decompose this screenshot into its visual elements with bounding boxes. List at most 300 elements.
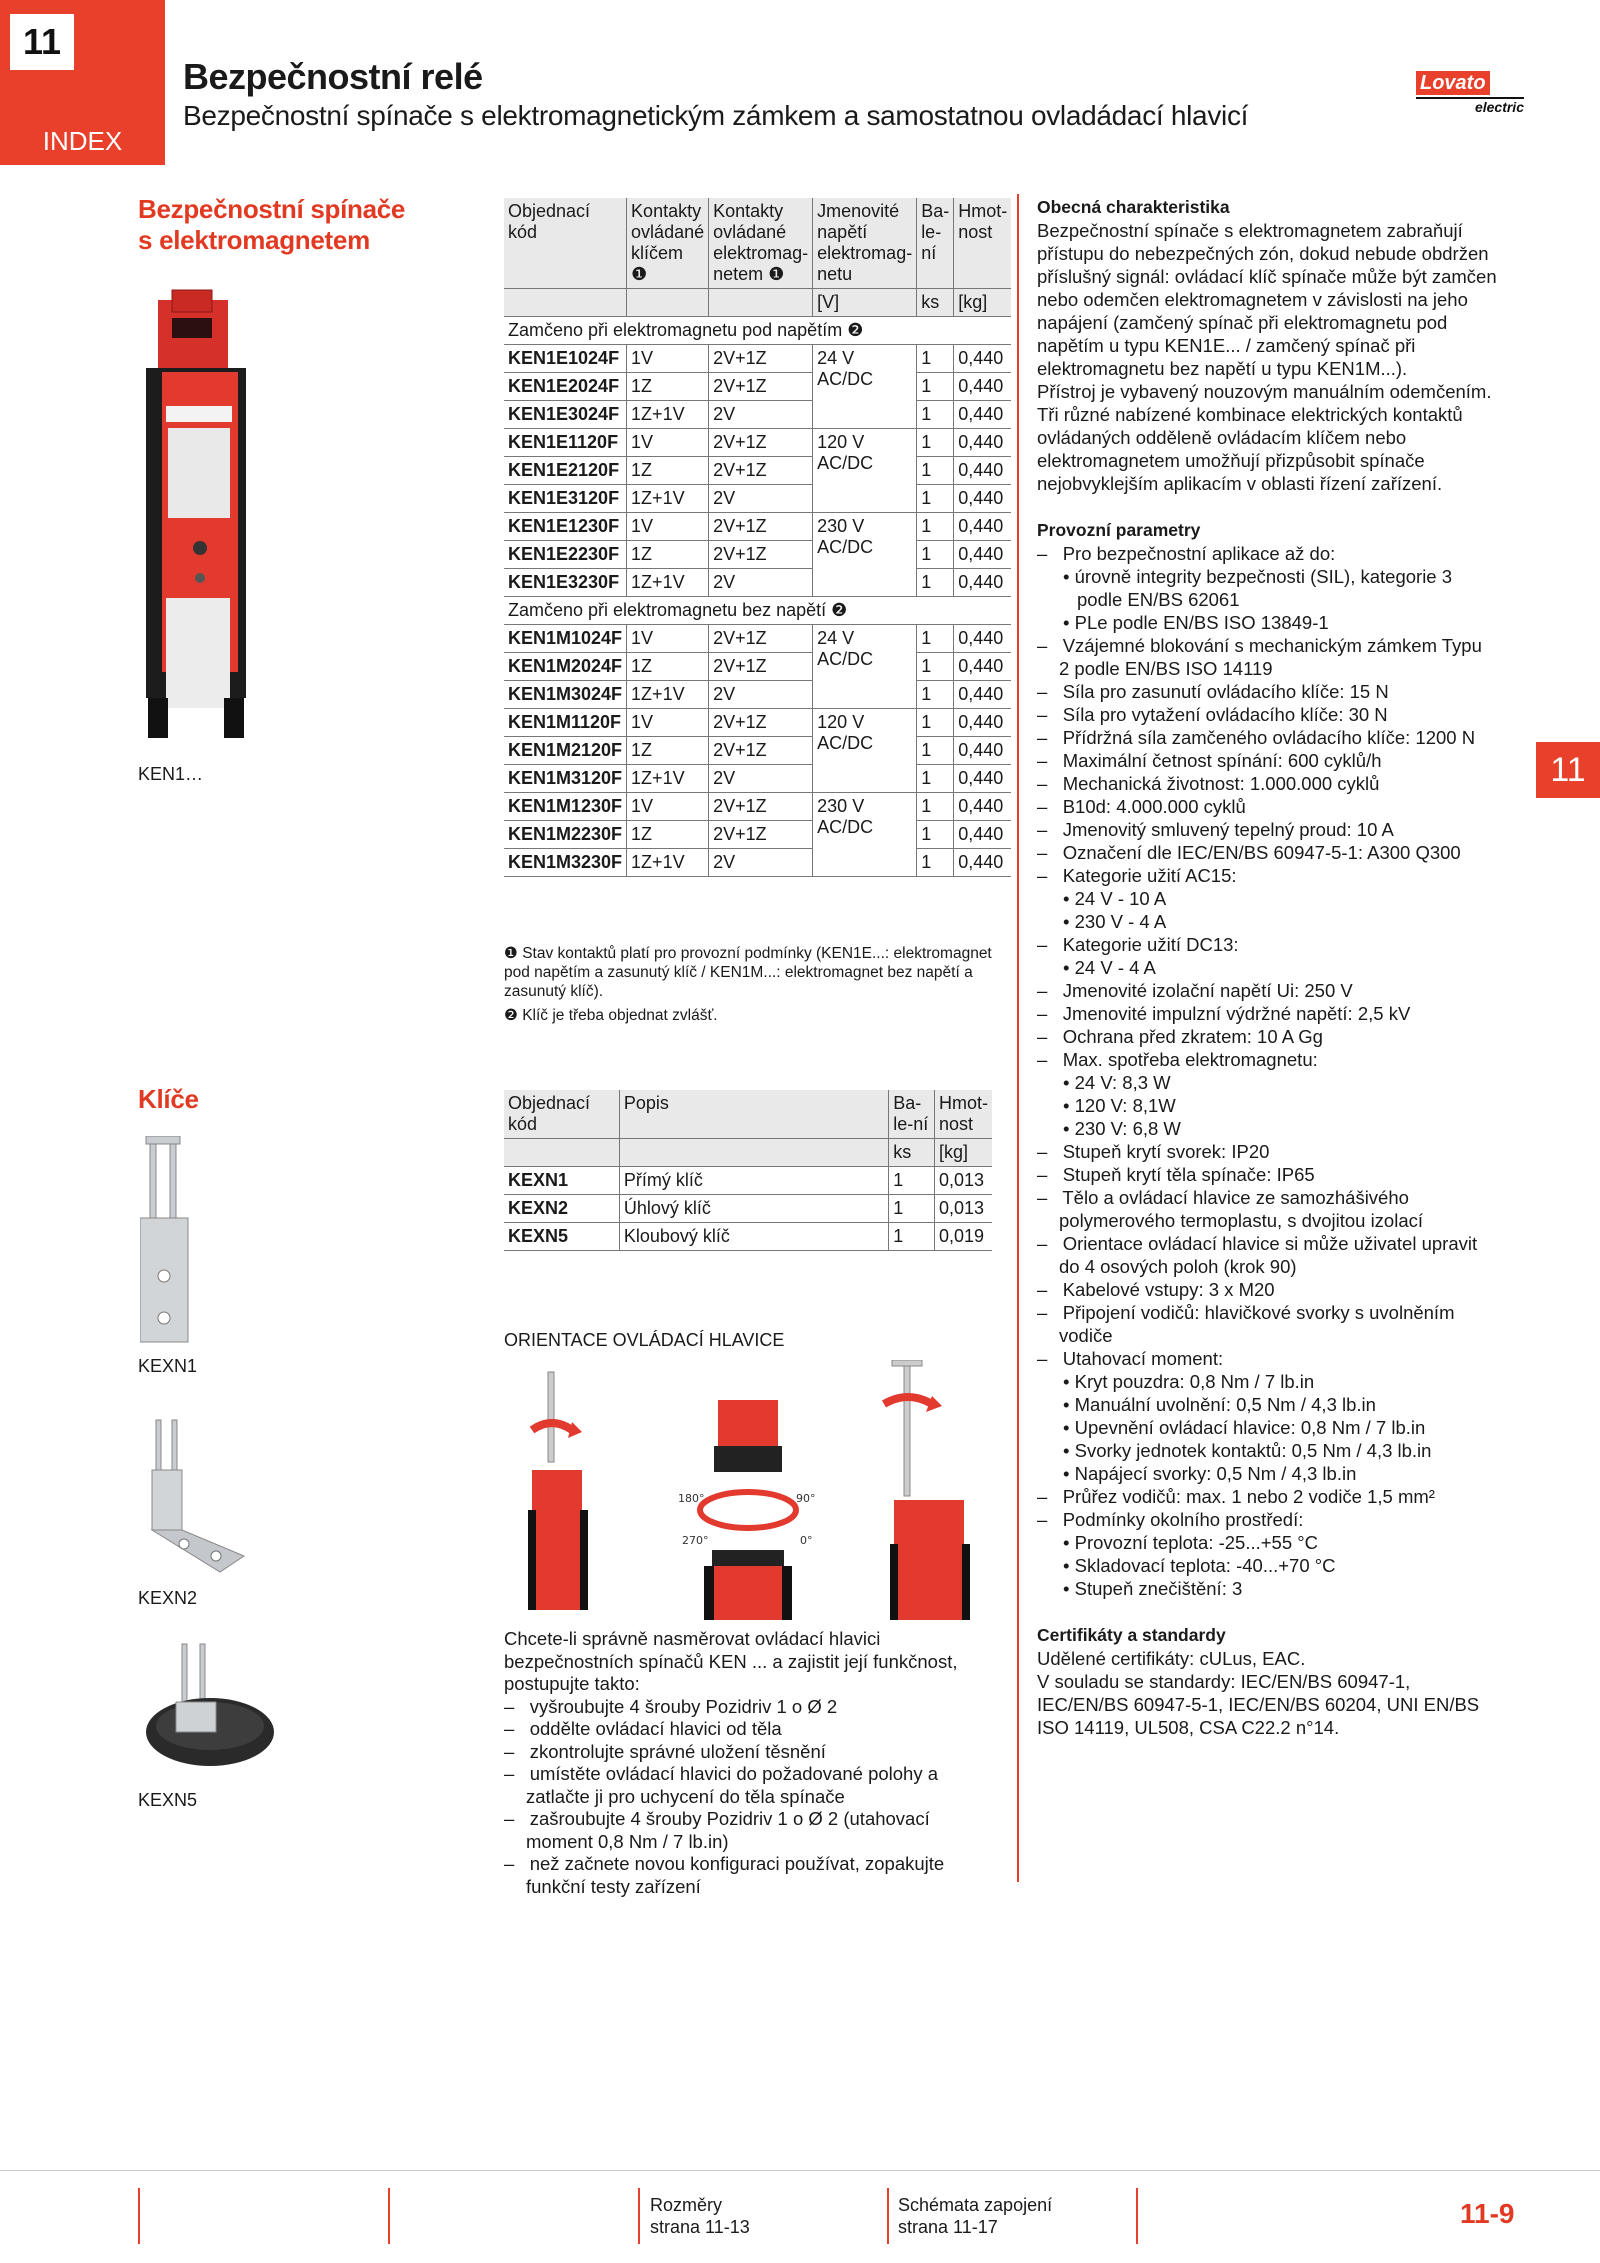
param-item: – Jmenovité izolační napětí Ui: 250 V — [1037, 980, 1353, 1001]
table-cell: 0,440 — [954, 653, 1012, 681]
param-text: Upevnění ovládací hlavice: 0,8 Nm / 7 lb.in — [1074, 1417, 1426, 1438]
table-voltage-cell: 230 V AC/DC — [813, 793, 917, 877]
param-item: – Vzájemné blokování s mechanickým zámkem Typu 2 podle EN/BS ISO 14119 — [1037, 635, 1482, 679]
table-cell: 2V+1Z — [709, 429, 813, 457]
param-text: Kategorie užití DC13: — [1062, 934, 1239, 955]
param-item: – Přídržná síla zamčeného ovládacího klíče: 1200 N — [1037, 727, 1476, 748]
table-cell: 1Z — [627, 373, 709, 401]
table-row — [504, 653, 1011, 681]
param-text: Maximální četnost spínání: 600 cyklů/h — [1062, 750, 1382, 771]
switches-heading-line1: Bezpečnostní spínače — [138, 194, 406, 224]
param-text: 230 V - 4 A — [1074, 911, 1167, 932]
orientation-step: – zašroubujte 4 šrouby Pozidriv 1 o Ø 2 (utahovací moment 0,8 Nm / 7 lb.in) — [504, 1808, 930, 1852]
param-item: – Stupeň krytí svorek: IP20 — [1037, 1141, 1270, 1162]
cert-p1: Udělené certifikáty: cULus, EAC. — [1037, 1648, 1306, 1669]
lovato-logo — [1416, 72, 1524, 115]
table-code-cell: KEN1E1120F — [504, 429, 627, 457]
table-cell: 1V — [627, 345, 709, 373]
param-text: Kategorie užití AC15: — [1062, 865, 1237, 886]
table-cell: 1V — [627, 793, 709, 821]
orientation-step-text: umístěte ovládací hlavici do požadované polohy a zatlačte ji pro uchycení do těla spínače — [526, 1763, 939, 1807]
param-text: Pro bezpečnostní aplikace až do: — [1062, 543, 1336, 564]
general-p3: Tři různé nabízené kombinace elektrických kontaktů ovládaných odděleně ovládacím klíčem nebo elektromagnetem umožňují přizpůsobit spínače nejobvyklejším aplikacím v oblasti řízení zařízení. — [1037, 404, 1463, 494]
table-row — [504, 793, 1011, 821]
params-list — [1037, 542, 1497, 1600]
table-cell: 2V+1Z — [709, 821, 813, 849]
table-header-cell: Popis — [619, 1090, 888, 1139]
orientation-steps — [504, 1696, 994, 1899]
general-p1: Bezpečnostní spínače s elektromagnetem zabraňují přístupu do nebezpečných zón, dokud nebude obdržen příslušný signál: ovládací klíč spínače může být zamčen nebo odemčen elektromagnetem v závislosti na jeho napájení (zamčený spínač při elektromagnetu pod napětím u typu KEN1E... / zamčený spínač při elektromagnetu bez napětí u typu KEN1M...). — [1037, 220, 1497, 379]
param-subitem: • PLe podle EN/BS ISO 13849-1 — [1063, 612, 1329, 633]
table-code-cell: KEN1M2120F — [504, 737, 627, 765]
table-cell: 1 — [917, 793, 954, 821]
table-cell: 1 — [917, 821, 954, 849]
table-cell: 0,440 — [954, 625, 1012, 653]
param-text: Provozní teplota: -25...+55 °C — [1074, 1532, 1319, 1553]
table-unit-cell: ks — [917, 289, 954, 317]
table-header-cell: Objednací kód — [504, 1090, 619, 1139]
footer-divider — [138, 2188, 140, 2244]
param-text: Mechanická životnost: 1.000.000 cyklů — [1062, 773, 1380, 794]
table-cell: 0,440 — [954, 373, 1012, 401]
footer-dims-link[interactable] — [650, 2194, 750, 2238]
table-unit-cell: [V] — [813, 289, 917, 317]
page-subtitle: Bezpečnostní spínače s elektromagnetickým zámkem a samostatnou ovladádací hlavicí — [183, 100, 1249, 131]
table-cell: 0,440 — [954, 541, 1012, 569]
table-cell: 1V — [627, 709, 709, 737]
table-cell: 1Z+1V — [627, 765, 709, 793]
table-header-cell: Hmot-nost — [934, 1090, 992, 1139]
param-subitem: • 24 V: 8,3 W — [1063, 1072, 1171, 1093]
param-subitem: • Svorky jednotek kontaktů: 0,5 Nm / 4,3 lb.in — [1063, 1440, 1432, 1461]
table-code-cell: KEXN5 — [504, 1223, 619, 1251]
table-cell: 1Z — [627, 821, 709, 849]
param-subitem: • Provozní teplota: -25...+55 °C — [1063, 1532, 1319, 1553]
param-text: Stupeň znečištění: 3 — [1074, 1578, 1243, 1599]
general-p2: Přístroj je vybavený nouzovým manuálním odemčením. — [1037, 381, 1492, 402]
param-item: – Síla pro vytažení ovládacího klíče: 30 N — [1037, 704, 1388, 725]
param-subitem: • Manuální uvolnění: 0,5 Nm / 4,3 lb.in — [1063, 1394, 1376, 1415]
param-item: – Stupeň krytí těla spínače: IP65 — [1037, 1164, 1315, 1185]
table-cell: 1 — [917, 401, 954, 429]
orientation-step: – vyšroubujte 4 šrouby Pozidriv 1 o Ø 2 — [504, 1695, 838, 1717]
table-cell: 1 — [889, 1167, 935, 1195]
table-header-cell: Ba-le-ní — [917, 198, 954, 289]
table-cell: 1 — [917, 653, 954, 681]
orientation-step-text: zkontrolujte správné uložení těsnění — [529, 1740, 826, 1762]
table-code-cell: KEN1M3120F — [504, 765, 627, 793]
table-code-cell: KEN1E2024F — [504, 373, 627, 401]
table-cell: 1 — [917, 373, 954, 401]
param-item: – Utahovací moment: — [1037, 1348, 1224, 1369]
table-cell: 0,019 — [934, 1223, 992, 1251]
table-row — [504, 569, 1011, 597]
param-text: úrovně integrity bezpečnosti (SIL), kategorie 3 podle EN/BS 62061 — [1074, 566, 1453, 610]
table-row — [504, 541, 1011, 569]
table-row — [504, 849, 1011, 877]
switch-order-table — [504, 198, 1011, 877]
param-subitem: • Stupeň znečištění: 3 — [1063, 1578, 1243, 1599]
orientation-illustration — [528, 1360, 998, 1620]
table-header-row — [504, 198, 1011, 289]
table-cell: 2V+1Z — [709, 513, 813, 541]
table-unit-cell — [504, 289, 627, 317]
table-row — [504, 457, 1011, 485]
param-text: Orientace ovládací hlavice si může uživatel upravit do 4 osových poloh (krok 90) — [1059, 1233, 1478, 1277]
table-row — [504, 625, 1011, 653]
table-cell: 1Z — [627, 541, 709, 569]
table-cell: 0,440 — [954, 849, 1012, 877]
ken1-label: KEN1… — [138, 764, 204, 784]
table-cell: 1V — [627, 429, 709, 457]
table-cell: 1 — [917, 513, 954, 541]
table-code-cell: KEN1E2230F — [504, 541, 627, 569]
param-text: Jmenovitý smluvený tepelný proud: 10 A — [1062, 819, 1394, 840]
page-number: 11-9 — [1460, 2198, 1515, 2229]
table-row — [504, 1195, 992, 1223]
table-code-cell: KEN1E3024F — [504, 401, 627, 429]
table-cell: 1 — [917, 569, 954, 597]
table-cell: 0,440 — [954, 429, 1012, 457]
orientation-step: – umístěte ovládací hlavici do požadované polohy a zatlačte ji pro uchycení do těla spínače — [504, 1763, 939, 1807]
ken1-switch-image — [140, 288, 260, 748]
table-unit-row — [504, 1139, 992, 1167]
table-cell: 1 — [917, 429, 954, 457]
table-code-cell: KEXN2 — [504, 1195, 619, 1223]
param-subitem: • 230 V - 4 A — [1063, 911, 1167, 932]
table-voltage-cell: 120 V AC/DC — [813, 709, 917, 793]
table-voltage-cell: 230 V AC/DC — [813, 513, 917, 597]
table-cell: 2V+1Z — [709, 625, 813, 653]
table-cell: 1Z — [627, 457, 709, 485]
param-text: Svorky jednotek kontaktů: 0,5 Nm / 4,3 lb.in — [1074, 1440, 1432, 1461]
param-item: – Ochrana před zkratem: 10 A Gg — [1037, 1026, 1323, 1047]
table-cell: 0,440 — [954, 485, 1012, 513]
switch-order-table-body — [504, 198, 1011, 877]
table-cell: 0,440 — [954, 821, 1012, 849]
table-unit-cell: [kg] — [934, 1139, 992, 1167]
footer-dims-label: Rozměry — [650, 2195, 723, 2215]
kexn2-label: KEXN2 — [138, 1588, 198, 1608]
param-text: B10d: 4.000.000 cyklů — [1062, 796, 1246, 817]
table-cell: Úhlový klíč — [619, 1195, 888, 1223]
param-subitem: • Kryt pouzdra: 0,8 Nm / 7 lb.in — [1063, 1371, 1315, 1392]
table-unit-cell — [627, 289, 709, 317]
param-subitem: • Skladovací teplota: -40...+70 °C — [1063, 1555, 1336, 1576]
table-cell: 2V — [709, 485, 813, 513]
table-code-cell: KEN1E2120F — [504, 457, 627, 485]
param-text: Manuální uvolnění: 0,5 Nm / 4,3 lb.in — [1074, 1394, 1376, 1415]
param-text: Vzájemné blokování s mechanickým zámkem Typu 2 podle EN/BS ISO 14119 — [1059, 635, 1482, 679]
orientation-step: – zkontrolujte správné uložení těsnění — [504, 1740, 826, 1762]
footer-divider — [638, 2188, 640, 2244]
param-item: – Maximální četnost spínání: 600 cyklů/h — [1037, 750, 1382, 771]
param-text: Přídržná síla zamčeného ovládacího klíče: 1200 N — [1062, 727, 1476, 748]
param-item: – Mechanická životnost: 1.000.000 cyklů — [1037, 773, 1380, 794]
param-item: – Jmenovité impulzní výdržné napětí: 2,5 kV — [1037, 1003, 1411, 1024]
param-text: Síla pro zasunutí ovládacího klíče: 15 N — [1062, 681, 1389, 702]
index-link[interactable]: INDEX — [42, 126, 123, 156]
param-text: Utahovací moment: — [1062, 1348, 1224, 1369]
param-item: – Tělo a ovládací hlavice ze samozhášivého polymerového termoplastu, s dvojitou izolací — [1037, 1187, 1424, 1231]
kexn5-image — [140, 1642, 275, 1782]
table-section-label: Zamčeno při elektromagnetu pod napětím ❷ — [504, 317, 1011, 345]
param-item: – Síla pro zasunutí ovládacího klíče: 15 N — [1037, 681, 1389, 702]
table-cell: 1 — [917, 625, 954, 653]
param-text: Jmenovité impulzní výdržné napětí: 2,5 kV — [1062, 1003, 1411, 1024]
table-cell: 2V — [709, 401, 813, 429]
param-text: Stupeň krytí těla spínače: IP65 — [1062, 1164, 1315, 1185]
chapter-number: 11 — [10, 14, 74, 70]
param-item: – Kabelové vstupy: 3 x M20 — [1037, 1279, 1275, 1300]
params-heading: Provozní parametry — [1037, 520, 1201, 540]
table-code-cell: KEN1M3024F — [504, 681, 627, 709]
param-item: – Orientace ovládací hlavice si může uživatel upravit do 4 osových poloh (krok 90) — [1037, 1233, 1478, 1277]
table-cell: 0,440 — [954, 457, 1012, 485]
table-row — [504, 737, 1011, 765]
orientation-step-text: vyšroubujte 4 šrouby Pozidriv 1 o Ø 2 — [529, 1695, 838, 1717]
footer-wiring-page: strana 11-17 — [898, 2217, 998, 2237]
table-section-label: Zamčeno při elektromagnetu bez napětí ❷ — [504, 597, 1011, 625]
table-cell: 0,440 — [954, 737, 1012, 765]
table-cell: 1 — [889, 1195, 935, 1223]
param-text: Připojení vodičů: hlavičkové svorky s uvolněním vodiče — [1059, 1302, 1455, 1346]
table-cell: 0,013 — [934, 1167, 992, 1195]
param-item: – Max. spotřeba elektromagnetu: — [1037, 1049, 1318, 1070]
param-item: – Podmínky okolního prostředí: — [1037, 1509, 1304, 1530]
table-code-cell: KEN1E1230F — [504, 513, 627, 541]
param-text: Podmínky okolního prostředí: — [1062, 1509, 1304, 1530]
table-cell: 0,440 — [954, 793, 1012, 821]
logo-brand: Lovato — [1416, 71, 1490, 95]
table-unit-cell — [619, 1139, 888, 1167]
table-code-cell: KEN1M2024F — [504, 653, 627, 681]
param-text: 24 V - 10 A — [1074, 888, 1167, 909]
keys-heading: Klíče — [138, 1084, 199, 1114]
table-cell: 2V — [709, 569, 813, 597]
table-cell: 1 — [917, 709, 954, 737]
table-cell: 0,440 — [954, 765, 1012, 793]
param-subitem: • Napájecí svorky: 0,5 Nm / 4,3 lb.in — [1063, 1463, 1357, 1484]
table-cell: 2V+1Z — [709, 793, 813, 821]
table-code-cell: KEN1E3230F — [504, 569, 627, 597]
orientation-step-text: než začnete novou konfiguraci používat, zopakujte funkční testy zařízení — [526, 1853, 945, 1897]
table-cell: 0,440 — [954, 513, 1012, 541]
table-row — [504, 485, 1011, 513]
param-item: – Pro bezpečnostní aplikace až do: — [1037, 543, 1336, 564]
param-subitem: • 120 V: 8,1W — [1063, 1095, 1176, 1116]
footer-wiring-link[interactable] — [898, 2194, 1052, 2238]
param-text: Tělo a ovládací hlavice ze samozhášivého polymerového termoplastu, s dvojitou izolací — [1059, 1187, 1424, 1231]
table-code-cell: KEN1M2230F — [504, 821, 627, 849]
table-cell: 1 — [917, 485, 954, 513]
table-cell: 2V+1Z — [709, 737, 813, 765]
table-header-cell: Kontakty ovládané elektromag-netem ❶ — [709, 198, 813, 289]
param-text: Označení dle IEC/EN/BS 60947-5-1: A300 Q300 — [1062, 842, 1461, 863]
table-row — [504, 821, 1011, 849]
param-item: – Jmenovitý smluvený tepelný proud: 10 A — [1037, 819, 1394, 840]
table-row — [504, 373, 1011, 401]
footer-divider — [1136, 2188, 1138, 2244]
table-cell: 2V+1Z — [709, 653, 813, 681]
cert-heading: Certifikáty a standardy — [1037, 1625, 1226, 1645]
table-voltage-cell: 24 V AC/DC — [813, 345, 917, 429]
table-voltage-cell: 24 V AC/DC — [813, 625, 917, 709]
table-cell: 2V+1Z — [709, 709, 813, 737]
table-header-cell: Hmot-nost — [954, 198, 1012, 289]
param-text: Průřez vodičů: max. 1 nebo 2 vodiče 1,5 mm² — [1062, 1486, 1435, 1507]
table-cell: 2V+1Z — [709, 457, 813, 485]
table-unit-cell — [504, 1139, 619, 1167]
table-voltage-cell: 120 V AC/DC — [813, 429, 917, 513]
keys-order-table — [504, 1090, 992, 1251]
table-row — [504, 513, 1011, 541]
table-cell: 0,440 — [954, 401, 1012, 429]
param-text: 230 V: 6,8 W — [1074, 1118, 1181, 1139]
table-code-cell: KEN1E1024F — [504, 345, 627, 373]
kexn5-label: KEXN5 — [138, 1790, 198, 1810]
table1-note1: ❶ Stav kontaktů platí pro provozní podmínky (KEN1E...: elektromagnet pod napětím a zasunutý klíč / KEN1M...: elektromagnet bez napětí a zasunutý klíč). — [504, 945, 992, 1000]
param-text: Max. spotřeba elektromagnetu: — [1062, 1049, 1318, 1070]
orientation-step-text: oddělte ovládací hlavici od těla — [529, 1718, 782, 1739]
param-text: 24 V - 4 A — [1074, 957, 1156, 978]
table-cell: 1 — [889, 1223, 935, 1251]
general-heading: Obecná charakteristika — [1037, 197, 1230, 217]
angle-90: 90° — [796, 1492, 816, 1505]
table-cell: 1 — [917, 765, 954, 793]
table-cell: 1 — [917, 345, 954, 373]
table-cell: 1Z+1V — [627, 569, 709, 597]
param-item: – Kategorie užití AC15: — [1037, 865, 1237, 886]
param-text: Skladovací teplota: -40...+70 °C — [1074, 1555, 1336, 1576]
table-code-cell: KEN1M3230F — [504, 849, 627, 877]
table-unit-cell — [709, 289, 813, 317]
table-cell: 1 — [917, 849, 954, 877]
table-row — [504, 401, 1011, 429]
orientation-step-text: zašroubujte 4 šrouby Pozidriv 1 o Ø 2 (utahovací moment 0,8 Nm / 7 lb.in) — [526, 1808, 930, 1852]
chapter-side-tab[interactable]: 11 — [1536, 742, 1600, 798]
orientation-step: – než začnete novou konfiguraci používat, zopakujte funkční testy zařízení — [504, 1853, 945, 1897]
footer-wiring-label: Schémata zapojení — [898, 2195, 1053, 2215]
param-text: PLe podle EN/BS ISO 13849-1 — [1074, 612, 1329, 633]
table-code-cell: KEN1M1024F — [504, 625, 627, 653]
table-header-cell: Kontakty ovládané klíčem ❶ — [627, 198, 709, 289]
table-unit-row — [504, 289, 1011, 317]
param-subitem: • 24 V - 10 A — [1063, 888, 1167, 909]
angle-0: 0° — [800, 1534, 813, 1547]
param-item: – Průřez vodičů: max. 1 nebo 2 vodiče 1,5 mm² — [1037, 1486, 1435, 1507]
param-text: Napájecí svorky: 0,5 Nm / 4,3 lb.in — [1074, 1463, 1357, 1484]
table-row — [504, 429, 1011, 457]
switches-heading — [138, 194, 405, 256]
page-title: Bezpečnostní relé — [183, 56, 483, 97]
table-cell: 0,440 — [954, 681, 1012, 709]
table-cell: 2V+1Z — [709, 345, 813, 373]
cert-p2: V souladu se standardy: IEC/EN/BS 60947-1, IEC/EN/BS 60947-5-1, IEC/EN/BS 60204, UNI EN/BS ISO 14119, UL508, CSA C22.2 n°14. — [1037, 1671, 1480, 1738]
angle-270: 270° — [682, 1534, 709, 1547]
table-row — [504, 681, 1011, 709]
table-cell: 1Z — [627, 737, 709, 765]
table-row — [504, 765, 1011, 793]
table-code-cell: KEN1M1120F — [504, 709, 627, 737]
general-section — [1037, 196, 1497, 1739]
table-header-cell: Ba-le-ní — [889, 1090, 935, 1139]
table-cell: 1Z+1V — [627, 485, 709, 513]
table-unit-cell: [kg] — [954, 289, 1012, 317]
table-cell: Přímý klíč — [619, 1167, 888, 1195]
table-cell: 1Z+1V — [627, 401, 709, 429]
footer-dims-page: strana 11-13 — [650, 2217, 750, 2237]
param-subitem: • 230 V: 6,8 W — [1063, 1118, 1181, 1139]
param-item: – Připojení vodičů: hlavičkové svorky s uvolněním vodiče — [1037, 1302, 1455, 1346]
param-subitem: • úrovně integrity bezpečnosti (SIL), kategorie 3 podle EN/BS 62061 — [1063, 566, 1453, 610]
table-cell: Kloubový klíč — [619, 1223, 888, 1251]
orientation-intro: Chcete-li správně nasměrovat ovládací hlavici bezpečnostních spínačů KEN ... a zajistit její funkčnost, postupujte takto: — [504, 1628, 958, 1694]
table-cell: 2V — [709, 681, 813, 709]
table-cell: 1V — [627, 513, 709, 541]
orientation-step: – oddělte ovládací hlavici od těla — [504, 1718, 782, 1739]
param-text: 24 V: 8,3 W — [1074, 1072, 1171, 1093]
kexn2-image — [140, 1416, 250, 1576]
table-cell: 2V — [709, 765, 813, 793]
table-unit-cell: ks — [889, 1139, 935, 1167]
param-text: Kabelové vstupy: 3 x M20 — [1062, 1279, 1275, 1300]
param-text: 120 V: 8,1W — [1074, 1095, 1176, 1116]
table-cell: 0,440 — [954, 709, 1012, 737]
param-text: Síla pro vytažení ovládacího klíče: 30 N — [1062, 704, 1388, 725]
table-cell: 1 — [917, 681, 954, 709]
kexn1-image — [140, 1136, 200, 1346]
table-cell: 1V — [627, 625, 709, 653]
table-cell: 2V — [709, 849, 813, 877]
table-cell: 2V+1Z — [709, 541, 813, 569]
table-section-row — [504, 597, 1011, 625]
param-item: – B10d: 4.000.000 cyklů — [1037, 796, 1246, 817]
table-cell: 2V+1Z — [709, 373, 813, 401]
keys-order-table-body — [504, 1090, 992, 1251]
table-cell: 1Z+1V — [627, 849, 709, 877]
table-row — [504, 1167, 992, 1195]
param-item: – Kategorie užití DC13: — [1037, 934, 1239, 955]
orientation-heading: ORIENTACE OVLÁDACÍ HLAVICE — [504, 1330, 785, 1350]
footer-divider — [887, 2188, 889, 2244]
orientation-instructions — [504, 1628, 994, 1898]
table-row — [504, 345, 1011, 373]
table-cell: 0,013 — [934, 1195, 992, 1223]
logo-sub: electric — [1416, 97, 1524, 115]
param-text: Kryt pouzdra: 0,8 Nm / 7 lb.in — [1074, 1371, 1315, 1392]
table-header-row — [504, 1090, 992, 1139]
table-cell: 0,440 — [954, 569, 1012, 597]
table-cell: 1Z — [627, 653, 709, 681]
table-code-cell: KEN1E3120F — [504, 485, 627, 513]
table-code-cell: KEN1M1230F — [504, 793, 627, 821]
param-text: Jmenovité izolační napětí Ui: 250 V — [1062, 980, 1353, 1001]
angle-180: 180° — [678, 1492, 705, 1505]
param-subitem: • 24 V - 4 A — [1063, 957, 1156, 978]
table-section-row — [504, 317, 1011, 345]
switches-heading-line2: s elektromagnetem — [138, 225, 370, 255]
param-subitem: • Upevnění ovládací hlavice: 0,8 Nm / 7 lb.in — [1063, 1417, 1426, 1438]
table-row — [504, 1223, 992, 1251]
table-row — [504, 709, 1011, 737]
table-cell: 1 — [917, 737, 954, 765]
table-header-cell: Jmenovité napětí elektromag-netu — [813, 198, 917, 289]
table-cell: 1 — [917, 457, 954, 485]
table-code-cell: KEXN1 — [504, 1167, 619, 1195]
footer-rule — [0, 2170, 1600, 2171]
column-divider — [1017, 194, 1019, 1882]
